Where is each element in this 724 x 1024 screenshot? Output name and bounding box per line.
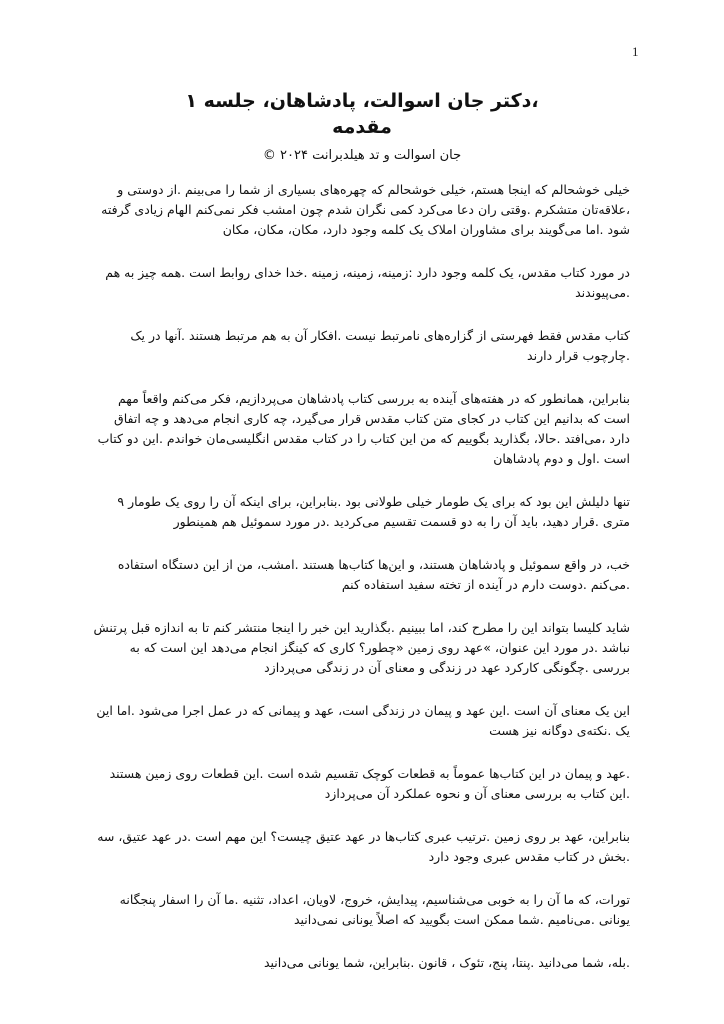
paragraph-8: این یک معنای آن است .این عهد و پیمان در زندگی است، عهد و پیمانی که در عمل اجرا می‌شود .اما این یک .نکته‌ی دوگانه نیز هست xyxy=(96,703,630,738)
paragraph-10: بنابراین، عهد بر روی زمین .ترتیب عبری کتاب‌ها در عهد عتیق چیست؟ این مهم است .در عهد عتیق، سه .بخش در کتاب مقدس عبری وجود دارد xyxy=(97,829,630,864)
paragraph-1: خیلی خوشحالم که اینجا هستم، خیلی خوشحالم که چهره‌های بسیاری از شما را می‌بینم .از دوستی و ،علاقه‌تان متشکرم .وقتی ران دعا می‌کرد کمی نگران شدم چون امشب فکر نمی‌کنم الهام زیادی گرفته شود .اما می‌گویند برای مشاوران املاک یک کلمه وجود دارد، مکان، مکان، مکان xyxy=(101,182,630,237)
paragraph-4: بنابراین، همانطور که در هفته‌های آینده به بررسی کتاب پادشاهان می‌پردازیم، فکر می‌کنم واقعاً مهم است که بدانیم این کتاب در کجای متن کتاب مقدس قرار می‌گیرد، چه کاری انجام می‌دهد و چه اتفاق دارد ،می‌افتد .حالا، بگذارید بگوییم که من این کتاب را در کتاب مقدس انگلیسی‌مان خواندم .این دو کتاب است .اول و دوم پادشاهان xyxy=(97,391,630,466)
page-number: 1 xyxy=(632,44,639,59)
document-header xyxy=(0,88,724,166)
paragraph-9: .عهد و پیمان در این کتاب‌ها عموماً به قطعات کوچک تقسیم شده است .این قطعات روی زمین هستند .این کتاب به بررسی معنای آن و نحوه عملکرد آن می‌پردازد xyxy=(109,766,630,801)
paragraph-5: تنها دلیلش این بود که برای یک طومار خیلی طولانی بود .بنابراین، برای اینکه آن را روی یک طومار ۹ متری .قرار دهید، باید آن را به دو قسمت تقسیم می‌کردید .در مورد سموئیل هم همینطور xyxy=(117,494,630,529)
document-subtitle: مقدمه xyxy=(332,116,392,138)
paragraph-11: تورات، که ما آن را به خوبی می‌شناسیم، پیدایش، خروج، لاویان، اعداد، تثنیه .ما آن را اسفار پنجگانه یونانی .می‌نامیم .شما ممکن است بگویید که اصلاً یونانی نمی‌دانید xyxy=(119,892,630,927)
paragraph-3: کتاب مقدس فقط فهرستی از گزاره‌های نامرتبط نیست .افکار آن به هم مرتبط هستند .آنها در یک .چارچوب قرار دارند xyxy=(130,328,630,363)
paragraph-7: شاید کلیسا بتواند این را مطرح کند، اما ببینیم .بگذارید این خبر را اینجا منتشر کنم تا به اندازه قبل پرتنش نباشد .در مورد این عنوان، »عهد روی زمین «چطور؟ کاری که کینگز انجام می‌دهد این است که به بررسی .چگونگی کارکرد عهد در زندگی و معنای آن در زندگی می‌پردازد xyxy=(93,620,630,675)
paragraph-6: خب، در واقع سموئیل و پادشاهان هستند، و این‌ها کتاب‌ها هستند .امشب، من از این دستگاه استفاده .می‌کنم .دوست دارم در آینده از تخته سفید استفاده کنم xyxy=(117,557,630,592)
paragraph-12: .بله، شما می‌دانید .پنتا، پنج، تئوک ، قانون .بنابراین، شما یونانی می‌دانید xyxy=(263,955,630,970)
document-body xyxy=(90,180,630,996)
paragraph-2: در مورد کتاب مقدس، یک کلمه وجود دارد :زمینه، زمینه، زمینه .خدا خدای روابط است .همه چیز به هم .می‌پیوندند xyxy=(105,265,630,300)
document-title: ،دکتر جان اسوالت، پادشاهان، جلسه ۱ xyxy=(185,90,539,112)
copyright-line: جان اسوالت و تد هیلدبرانت ۲۰۲۴ © xyxy=(262,148,462,163)
